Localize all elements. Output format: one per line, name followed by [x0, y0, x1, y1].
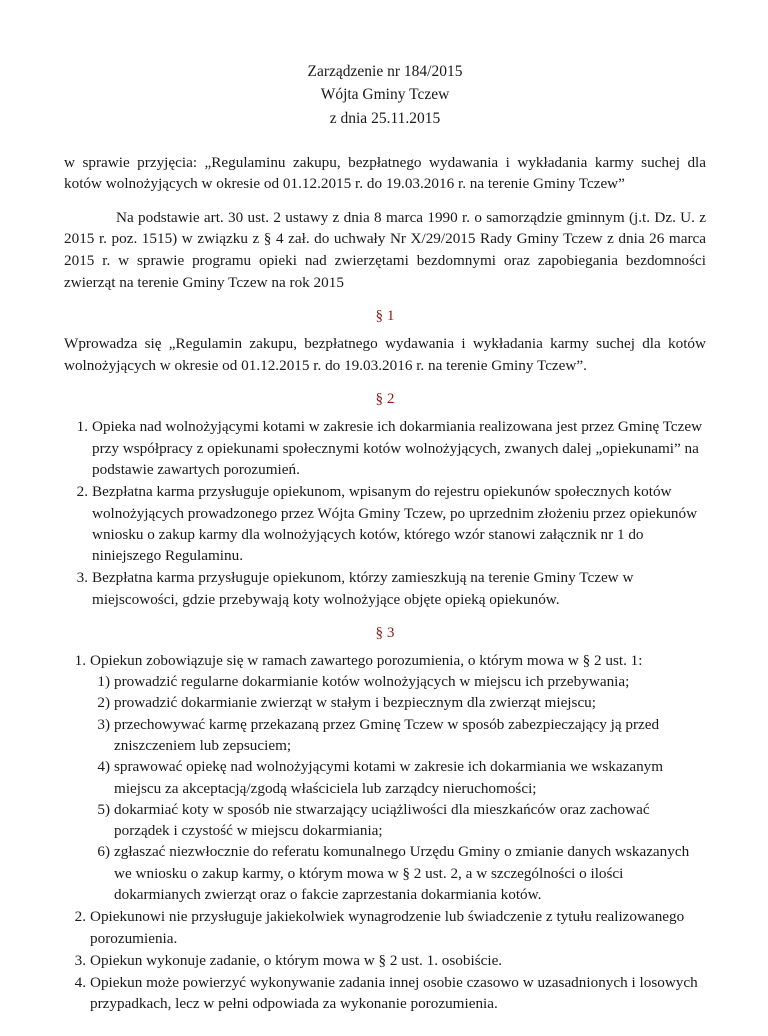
list-item-text: prowadzić regularne dokarmianie kotów wolnożyjących w miejscu ich przebywania;	[114, 673, 630, 691]
list-item-text: prowadzić dokarmianie zwierząt w stałym i bezpiecznym dla zwierząt miejscu;	[114, 694, 596, 712]
list-item-text: Bezpłatna karma przysługuje opiekunom, którzy zamieszkują na terenie Gminy Tczew w miejscowości, gdzie przebywają koty wolnożyjące objęte opieką opiekunów.	[92, 569, 634, 608]
section-1-paragraph: Wprowadza się „Regulamin zakupu, bezpłatnego wydawania i wykładania karmy suchej dla kotów wolnożyjących w okresie od 01.12.2015 r. do 19.03.2016 r. na terenie Gminy Tczew”.	[64, 335, 706, 374]
list-item	[64, 650, 706, 905]
list-item	[64, 972, 706, 1015]
list-item-label: 3.	[74, 951, 86, 969]
document-subject: w sprawie przyjęcia: „Regulaminu zakupu, bezpłatnego wydawania i wykładania karmy suchej dla kotów wolnożyjących w okresie od 01.12.2015 r. do 19.03.2016 r. na terenie Gminy Tczew”	[64, 153, 706, 193]
list-item	[90, 756, 706, 799]
list-item	[90, 714, 706, 757]
list-item-label: 2)	[97, 694, 110, 712]
list-item-label: 1.	[76, 418, 88, 436]
section-2-heading: § 2	[375, 390, 395, 408]
legal-basis-text: Na podstawie art. 30 ust. 2 ustawy z dnia 8 marca 1990 r. o samorządzie gminnym (j.t. Dz. U. z 2015 r. poz. 1515) w związku z § 4 zał. do uchwały Nr X/29/2015 Rady Gminy Tczew z dnia 26 marca 2015 r. w sprawie programu opieki nad zwierzętami bezdomnymi oraz zapobiegania bezdomności zwierząt na terenie Gminy Tczew na rok 2015	[64, 208, 706, 291]
list-item	[90, 841, 706, 905]
section-3-list	[64, 650, 706, 1015]
section-1-heading: § 1	[375, 307, 395, 325]
legal-basis	[64, 207, 706, 293]
list-item-label: 3)	[97, 715, 110, 733]
list-item-text: dokarmiać koty w sposób nie stwarzający uciążliwości dla mieszkańców oraz zachować porządek i czystość w miejscu dokarmiania;	[114, 800, 650, 840]
list-item	[90, 692, 706, 713]
list-item-label: 5)	[97, 800, 110, 818]
list-item	[64, 481, 706, 566]
list-item-label: 1)	[97, 673, 110, 691]
list-item-text: Bezpłatna karma przysługuje opiekunom, wpisanym do rejestru opiekunów społecznych kotów wolnożyjących prowadzonego przez Wójta Gminy Tczew, po uprzednim złożeniu przez opiekunów wniosku o zakup karmy dla wolnożyjących kotów, którego wzór stanowi załącznik nr 1 do niniejszego Regulaminu.	[92, 483, 698, 565]
list-item-label: 2.	[74, 908, 86, 926]
list-item-text: Opiekunowi nie przysługuje jakiekolwiek wynagrodzenie lub świadczenie z tytułu realizowanego porozumienia.	[90, 908, 685, 947]
document-header	[64, 60, 706, 130]
list-item-label: 4.	[74, 974, 86, 992]
section-1	[64, 307, 706, 376]
list-item-label: 6)	[97, 843, 110, 861]
section-3-heading: § 3	[375, 623, 395, 641]
list-item-text: Opiekun może powierzyć wykonywanie zadania innej osobie czasowo w uzasadnionych i losowych przypadkach, lecz w pełni odpowiada za wykonanie porozumienia.	[90, 974, 698, 1013]
list-item	[64, 906, 706, 949]
list-item	[64, 567, 706, 610]
list-item	[64, 416, 706, 480]
section-3-sublist	[90, 671, 706, 905]
header-line-2: Wójta Gminy Tczew	[320, 86, 450, 104]
list-item-text: zgłaszać niezwłocznie do referatu komunalnego Urzędu Gminy o zmianie danych wskazanych we wniosku o zakup karmy, o którym mowa w § 2 ust. 2, a w szczególności o ilości dokarmianych zwierząt oraz o fakcie zaprzestania dokarmiania kotów.	[114, 843, 690, 903]
list-item	[90, 799, 706, 842]
header-line-1: Zarządzenie nr 184/2015	[307, 63, 463, 80]
list-item-label: 3.	[76, 569, 88, 587]
list-item-label: 1.	[74, 651, 86, 669]
list-item-text: przechowywać karmę przekazaną przez Gminę Tczew w sposób zabezpieczający ją przed zniszczeniem lub zepsuciem;	[114, 715, 660, 755]
list-item-text: Opiekun wykonuje zadanie, o którym mowa w § 2 ust. 1. osobiście.	[90, 951, 503, 969]
list-item-label: 4)	[97, 758, 110, 776]
list-item	[64, 950, 706, 971]
header-line-3: z dnia 25.11.2015	[329, 109, 441, 127]
section-2	[64, 390, 706, 610]
list-item-text: Opieka nad wolnożyjącymi kotami w zakresie ich dokarmiania realizowana jest przez Gminę Tczew przy współpracy z opiekunami społecznymi kotów wolnożyjących, zwanych dalej „opiekunami” na podstawie zawartych porozumień.	[92, 418, 703, 478]
list-item-text: sprawować opiekę nad wolnożyjącymi kotami w zakresie ich dokarmiania we wskazanym miejscu za akceptacją/zgodą właściciela lub zarządcy nieruchomości;	[114, 758, 664, 797]
list-item	[90, 671, 706, 692]
section-3	[64, 624, 706, 1015]
list-item-label: 2.	[76, 483, 88, 501]
section-2-list	[64, 416, 706, 610]
list-item-text: Opiekun zobowiązuje się w ramach zawartego porozumienia, o którym mowa w § 2 ust. 1:	[90, 651, 643, 669]
